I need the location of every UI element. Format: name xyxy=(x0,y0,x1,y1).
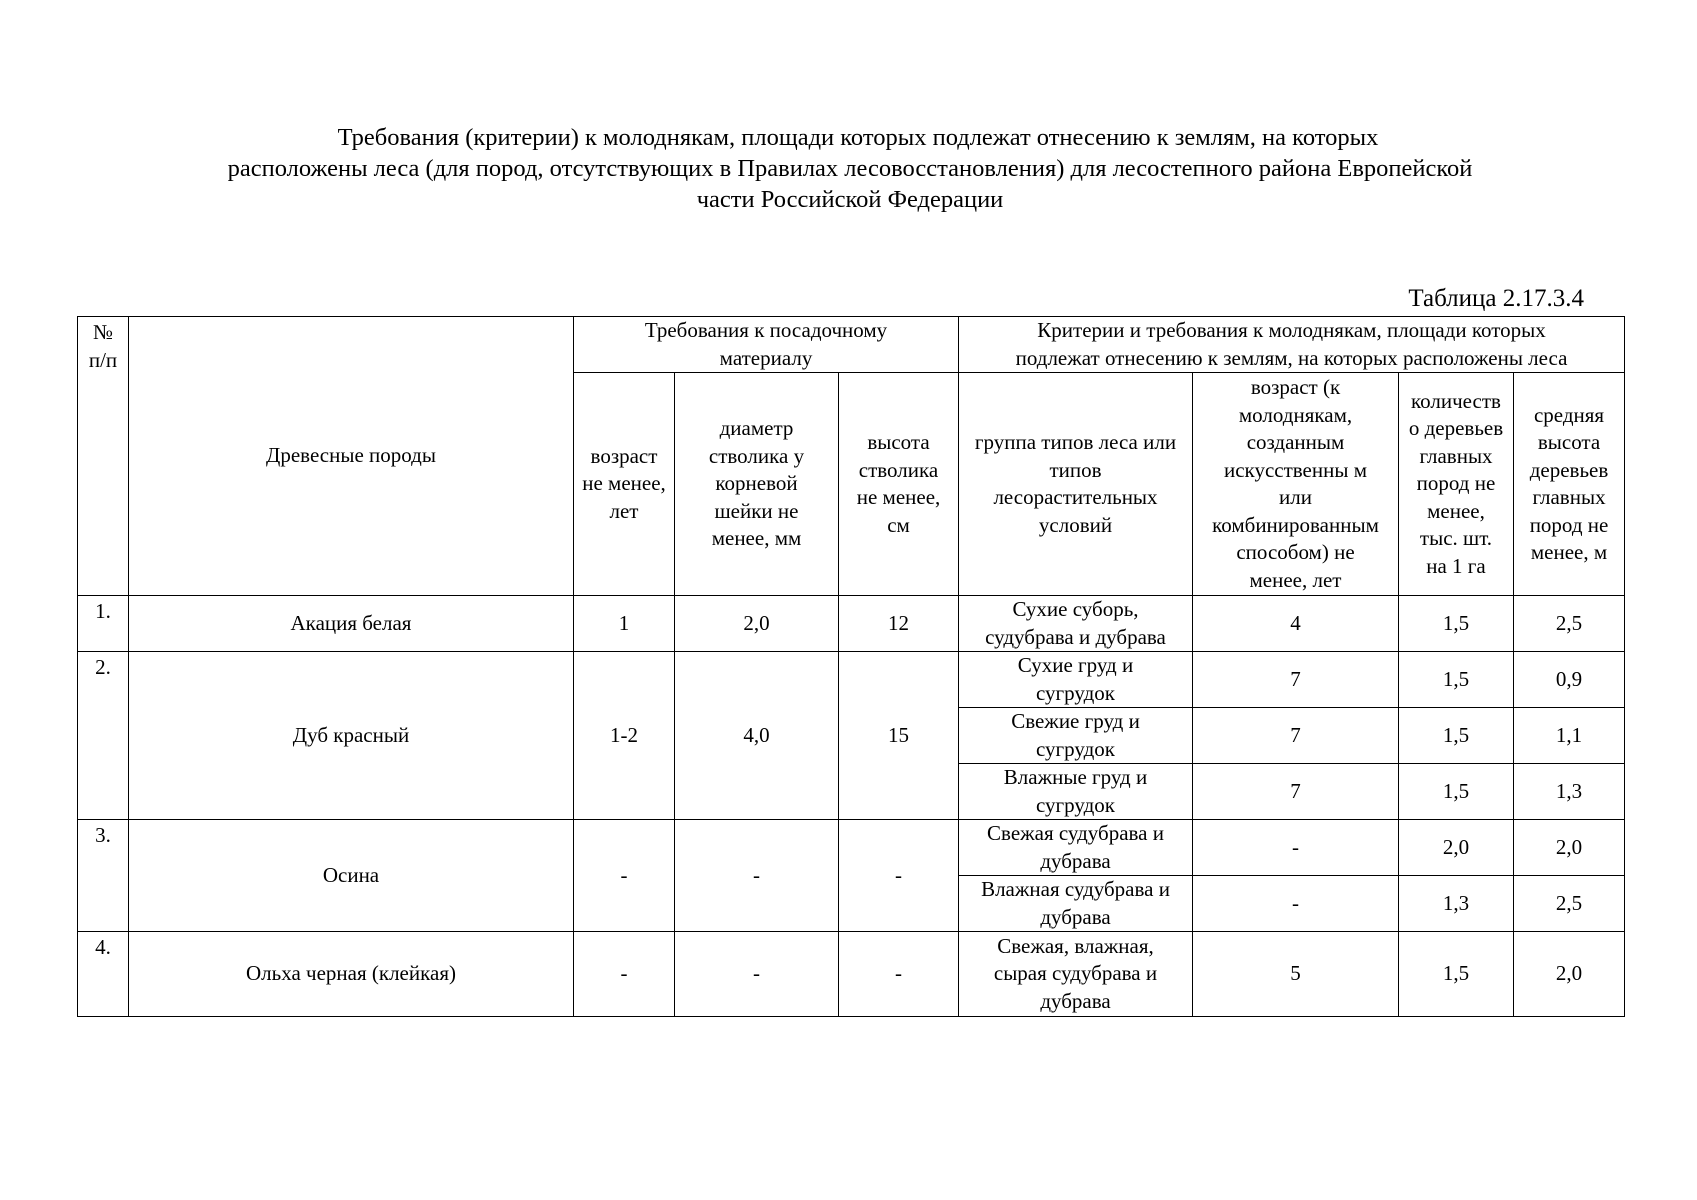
header-avg-height: средняя высота деревьев главных пород не менее, м xyxy=(1514,373,1625,596)
header-planting-group: Требования к посадочному материалу xyxy=(574,317,959,373)
row-tree-count: 1,3 xyxy=(1399,876,1514,932)
row-height: - xyxy=(839,932,959,1017)
title-line-1: Требования (критерии) к молоднякам, площади которых подлежат отнесению к землям, на которых xyxy=(337,124,1379,151)
row-forest-type: Сухие суборь, судубрава и дубрава xyxy=(959,596,1193,652)
title-line-2: расположены леса (для пород, отсутствующих в Правилах лесовосстановления) для лесостепного района Европейской xyxy=(227,155,1473,182)
row-tree-count: 1,5 xyxy=(1399,932,1514,1017)
row-diameter: - xyxy=(675,820,839,932)
row-num: 1. xyxy=(78,596,129,652)
row-tree-count: 1,5 xyxy=(1399,652,1514,708)
row-height: 15 xyxy=(839,652,959,820)
table-row xyxy=(78,652,1625,708)
row-young-age: 5 xyxy=(1193,932,1399,1017)
row-avg-height: 1,1 xyxy=(1514,708,1625,764)
row-young-age: 4 xyxy=(1193,596,1399,652)
table-row xyxy=(78,932,1625,1017)
row-species: Осина xyxy=(129,820,574,932)
header-row-1 xyxy=(78,317,1625,373)
row-young-age: 7 xyxy=(1193,764,1399,820)
row-young-age: - xyxy=(1193,820,1399,876)
row-avg-height: 2,5 xyxy=(1514,596,1625,652)
row-age: 1-2 xyxy=(574,652,675,820)
row-tree-count: 2,0 xyxy=(1399,820,1514,876)
row-height: 12 xyxy=(839,596,959,652)
row-num: 4. xyxy=(78,932,129,1017)
row-young-age: 7 xyxy=(1193,652,1399,708)
header-age: возраст не менее, лет xyxy=(574,373,675,596)
row-age: - xyxy=(574,932,675,1017)
row-species: Дуб красный xyxy=(129,652,574,820)
row-species: Ольха черная (клейкая) xyxy=(129,932,574,1017)
row-species: Акация белая xyxy=(129,596,574,652)
row-height: - xyxy=(839,820,959,932)
header-criteria-group: Критерии и требования к молоднякам, площади которых подлежат отнесению к землям, на которых расположены леса xyxy=(959,317,1625,373)
row-young-age: - xyxy=(1193,876,1399,932)
row-num: 2. xyxy=(78,652,129,820)
row-age: 1 xyxy=(574,596,675,652)
row-tree-count: 1,5 xyxy=(1399,596,1514,652)
row-tree-count: 1,5 xyxy=(1399,708,1514,764)
row-forest-type: Влажные груд и сугрудок xyxy=(959,764,1193,820)
header-num: № п/п xyxy=(78,317,129,596)
row-diameter: 2,0 xyxy=(675,596,839,652)
header-height: высота стволика не менее, см xyxy=(839,373,959,596)
row-forest-type: Сухие груд и сугрудок xyxy=(959,652,1193,708)
row-avg-height: 2,5 xyxy=(1514,876,1625,932)
header-diameter: диаметр стволика у корневой шейки не менее, мм xyxy=(675,373,839,596)
row-avg-height: 2,0 xyxy=(1514,820,1625,876)
row-diameter: - xyxy=(675,932,839,1017)
table-number: Таблица 2.17.3.4 xyxy=(1408,285,1584,312)
table-row xyxy=(78,596,1625,652)
row-avg-height: 0,9 xyxy=(1514,652,1625,708)
header-forest-type: группа типов леса или типов лесорастительных условий xyxy=(959,373,1193,596)
row-forest-type: Влажная судубрава и дубрава xyxy=(959,876,1193,932)
requirements-table xyxy=(77,316,1625,1017)
table-row xyxy=(78,820,1625,876)
header-young-age: возраст (к молоднякам, созданным искусственны м или комбинированным способом) не менее, лет xyxy=(1193,373,1399,596)
row-forest-type: Свежая, влажная, сырая судубрава и дубрава xyxy=(959,932,1193,1017)
row-age: - xyxy=(574,820,675,932)
title-line-3: части Российской Федерации xyxy=(696,186,1004,213)
row-young-age: 7 xyxy=(1193,708,1399,764)
row-forest-type: Свежая судубрава и дубрава xyxy=(959,820,1193,876)
row-tree-count: 1,5 xyxy=(1399,764,1514,820)
header-species: Древесные породы xyxy=(129,317,574,596)
row-num: 3. xyxy=(78,820,129,932)
document-title xyxy=(110,122,1590,215)
row-avg-height: 1,3 xyxy=(1514,764,1625,820)
row-diameter: 4,0 xyxy=(675,652,839,820)
row-avg-height: 2,0 xyxy=(1514,932,1625,1017)
header-tree-count: количеств о деревьев главных пород не менее, тыс. шт. на 1 га xyxy=(1399,373,1514,596)
row-forest-type: Свежие груд и сугрудок xyxy=(959,708,1193,764)
